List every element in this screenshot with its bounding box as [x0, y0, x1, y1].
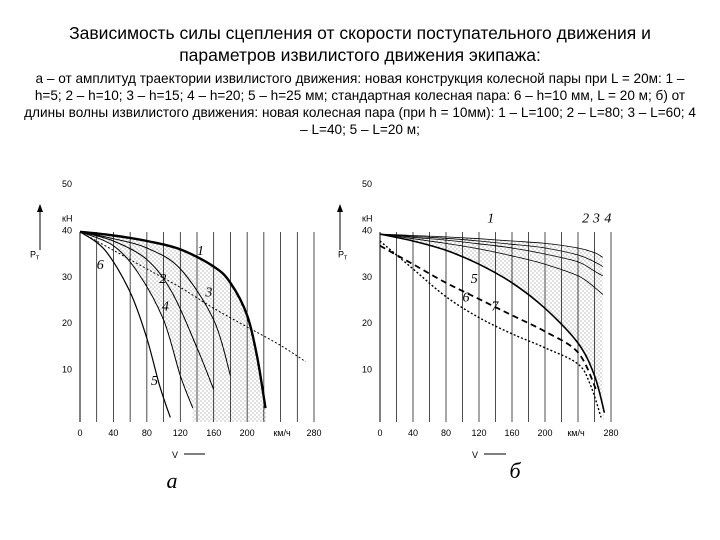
chart-а-series-4-label: 4 [161, 299, 169, 315]
chart-а-x-tick-label: 80 [141, 428, 152, 438]
chart-б-x-label: V [472, 450, 479, 460]
chart-б-y-tick-label: 40 [362, 225, 373, 236]
chart-а-x-tick-label: 0 [77, 428, 83, 438]
chart-а-y-unit: кН [62, 213, 73, 224]
chart-а-y-arrow-head [37, 204, 43, 212]
chart-б-shaded-region [380, 234, 604, 422]
chart-б-series-2-label: 2 [582, 211, 590, 227]
chart-б-x-tick-label: 80 [440, 428, 452, 438]
chart-б-series-4-label: 4 [604, 211, 612, 227]
chart-б-x-tick-label: 200 [537, 428, 553, 438]
chart-б-y-tick-label: 50 [362, 179, 373, 189]
chart-б-y-unit: кН [362, 213, 373, 224]
page-title: Зависимость силы сцепления от скорости поступательного движения и параметров извилистого движения экипажа: [69, 23, 651, 65]
chart-а-series-6-label: 6 [96, 257, 104, 273]
chart-а-y-tick-label: 10 [62, 364, 73, 375]
chart-panel-b [337, 179, 619, 483]
chart-б-y-tick-label: 30 [362, 271, 373, 282]
chart-а-x-label: V [172, 450, 179, 460]
chart-б-y-label: $Р_т$ [338, 249, 348, 262]
chart-а-x-tick-label: 120 [172, 428, 188, 438]
chart-б-series-3-label: 3 [592, 211, 600, 227]
chart-б-x-tick-label: 160 [504, 428, 520, 438]
chart-а-x-unit: км/ч [273, 428, 291, 438]
chart-б-series-1-label: 1 [487, 211, 495, 227]
chart-б-x-tick-label: 280 [603, 428, 619, 438]
chart-б-panel-label: б [509, 458, 521, 483]
chart-б-series-7-label: 7 [491, 299, 499, 315]
chart-а-y-label-sub: т [36, 254, 40, 262]
chart-б-y-label-sub: т [344, 254, 348, 262]
chart-б-y-tick-label: 10 [362, 364, 373, 375]
chart-а-x-tick-label: 200 [239, 428, 255, 438]
chart-а-series-1-label: 1 [197, 243, 204, 259]
chart-а-x-tick-label: 280 [306, 428, 322, 438]
chart-а-shaded-region [80, 232, 266, 422]
chart-а-y-tick-label: 30 [62, 271, 73, 282]
chart-б-series-5-label: 5 [470, 271, 478, 287]
chart-а-series-2-label: 2 [159, 271, 167, 287]
chart-б-y-tick-label: 20 [362, 318, 373, 329]
chart-б-y-arrow-head [337, 204, 343, 212]
chart-а-x-tick-label: 40 [108, 428, 119, 438]
figure-caption: а – от амплитуд траектории извилистого движения: новая конструкция колесной пары при L = 20м: 1 – h=5; 2 – h=10; 3 – h=15; 4 – h=20; 5 – h=25 мм; стандартная колесная пара: 6 – h=10 мм, L = 20 м; б) от длины волны извилистого движения: новая колесная пара (при h = 10мм): 1 – L=100; 2 – L=80; 3 – L=60; 4 – L=40; 5 – L=20 м; [24, 71, 696, 137]
chart-а-panel-label: а [166, 468, 178, 493]
chart-а-y-tick-label: 50 [62, 179, 73, 189]
chart-б-x-tick-label: 40 [407, 428, 419, 438]
chart-а-y-label: $Р_т$ [30, 249, 40, 262]
chart-б-x-tick-label: 120 [471, 428, 487, 438]
chart-а-x-tick-label: 160 [206, 428, 222, 438]
chart-б-x-tick-label: 0 [377, 428, 383, 438]
chart-а-series-3-label: 3 [205, 285, 213, 301]
chart-б-series-6-label: 6 [462, 290, 470, 306]
chart-а-series-5-label: 5 [151, 373, 159, 389]
chart-б-x-unit: км/ч [567, 428, 585, 438]
chart-а-y-tick-label: 20 [62, 318, 73, 329]
chart-а-y-tick-label: 40 [62, 225, 73, 236]
chart-panel-a [30, 179, 322, 493]
